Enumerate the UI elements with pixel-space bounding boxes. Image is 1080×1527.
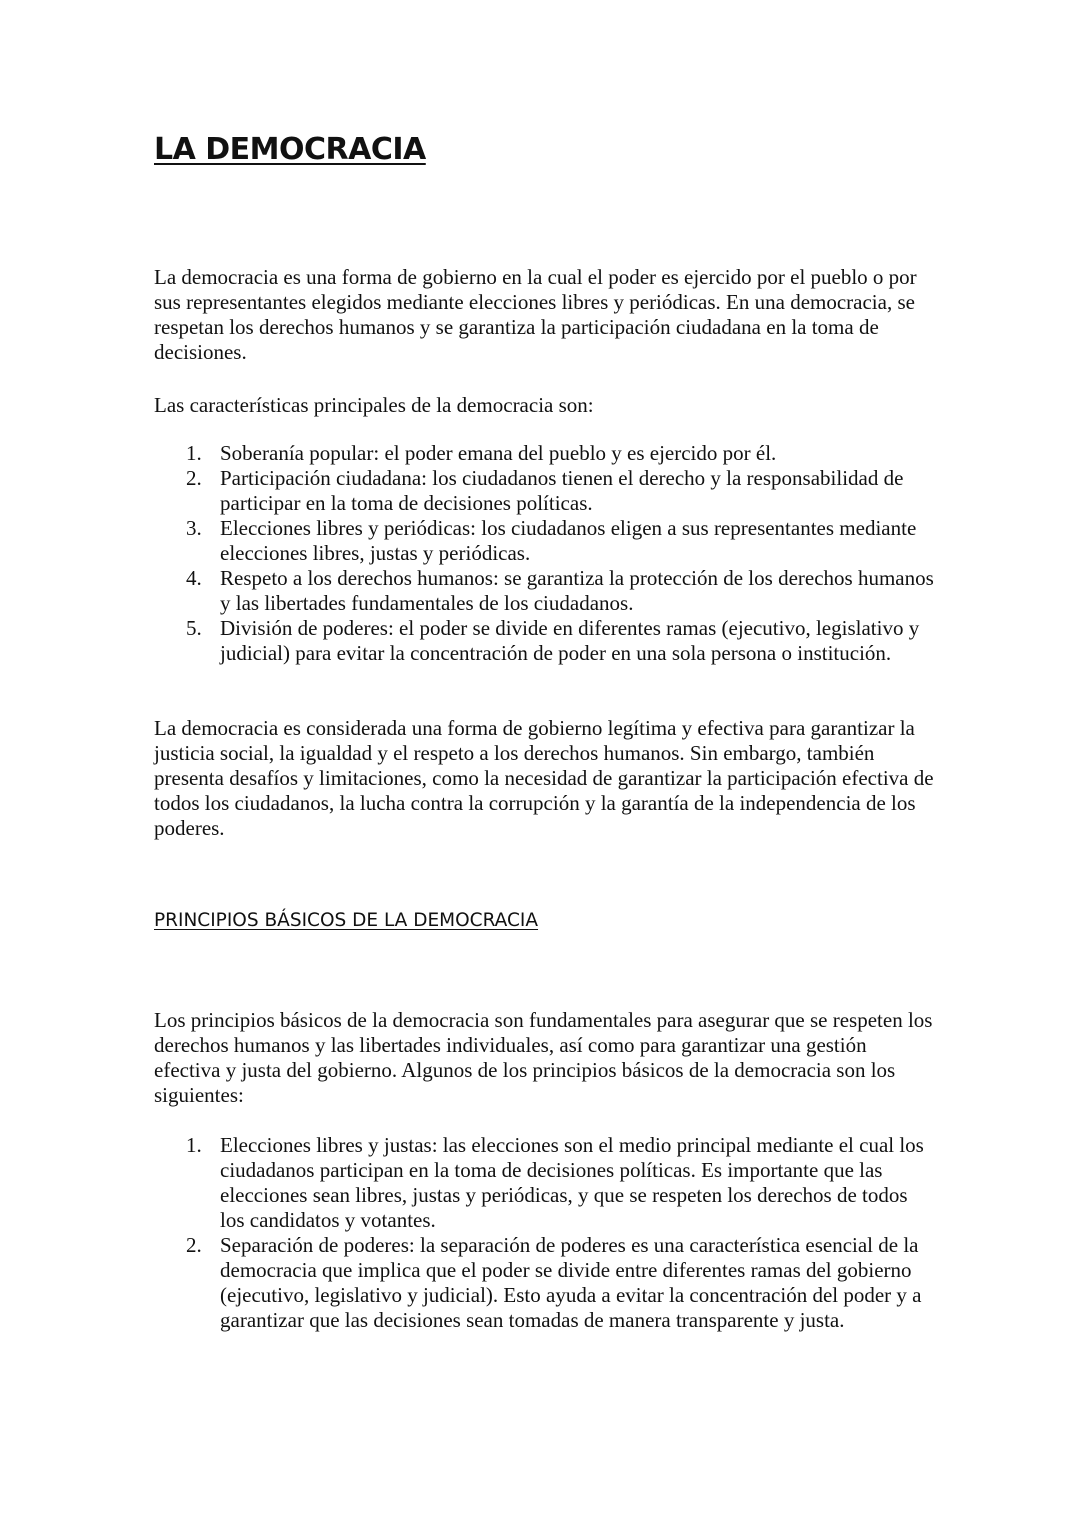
list-item-number: 1.	[186, 1133, 202, 1157]
list-item-number: 2.	[186, 466, 202, 490]
list-item	[154, 616, 934, 666]
list-item-number: 5.	[186, 616, 202, 640]
list-item	[154, 1233, 934, 1333]
list-item-text: Soberanía popular: el poder emana del pueblo y es ejercido por él.	[220, 441, 777, 465]
list-item	[154, 516, 934, 566]
principles-list	[154, 1133, 934, 1333]
list-item-number: 1.	[186, 441, 202, 465]
list-item-text: Separación de poderes: la separación de poderes es una característica esencial de la democracia que implica que el poder se divide entre diferentes ramas del gobierno (ejecutivo, legislativo y judicial). Esto ayuda a evitar la concentración del poder y a garantizar que las decisiones sean tomadas de manera transparente y justa.	[220, 1233, 922, 1332]
characteristics-list	[154, 441, 934, 666]
list-item-number: 4.	[186, 566, 202, 590]
list-item	[154, 441, 934, 466]
list-item	[154, 566, 934, 616]
list-item-text: División de poderes: el poder se divide en diferentes ramas (ejecutivo, legislativo y judicial) para evitar la concentración de poder en una sola persona o institución.	[220, 616, 920, 665]
list-item	[154, 1133, 934, 1233]
characteristics-intro: Las características principales de la democracia son:	[154, 393, 594, 417]
list-item	[154, 466, 934, 516]
intro-paragraph: La democracia es una forma de gobierno en la cual el poder es ejercido por el pueblo o por sus representantes elegidos mediante elecciones libres y periódicas. En una democracia, se respetan los derechos humanos y se garantiza la participación ciudadana en la toma de decisiones.	[154, 265, 917, 364]
conclusion-paragraph: La democracia es considerada una forma de gobierno legítima y efectiva para garantizar la justicia social, la igualdad y el respeto a los derechos humanos. Sin embargo, también presenta desafíos y limitaciones, como la necesidad de garantizar la participación efectiva de todos los ciudadanos, la lucha contra la corrupción y la garantía de la independencia de los poderes.	[154, 716, 934, 840]
section-subtitle: PRINCIPIOS BÁSICOS DE LA DEMOCRACIA	[154, 910, 539, 931]
list-item-text: Respeto a los derechos humanos: se garantiza la protección de los derechos humanos y las libertades fundamentales de los ciudadanos.	[220, 566, 934, 615]
list-item-text: Elecciones libres y justas: las elecciones son el medio principal mediante el cual los ciudadanos participan en la toma de decisiones políticas. Es importante que las elecciones sean libres, justas y periódicas, y que se respeten los derechos de todos los candidatos y votantes.	[220, 1133, 924, 1232]
principles-intro: Los principios básicos de la democracia son fundamentales para asegurar que se respeten los derechos humanos y las libertades individuales, así como para garantizar una gestión efectiva y justa del gobierno. Algunos de los principios básicos de la democracia son los siguientes:	[154, 1008, 933, 1107]
list-item-text: Participación ciudadana: los ciudadanos tienen el derecho y la responsabilidad de participar en la toma de decisiones políticas.	[220, 466, 904, 515]
list-item-text: Elecciones libres y periódicas: los ciudadanos eligen a sus representantes mediante elecciones libres, justas y periódicas.	[220, 516, 917, 565]
page-title: LA DEMOCRACIA	[154, 132, 426, 167]
list-item-number: 3.	[186, 516, 202, 540]
list-item-number: 2.	[186, 1233, 202, 1257]
